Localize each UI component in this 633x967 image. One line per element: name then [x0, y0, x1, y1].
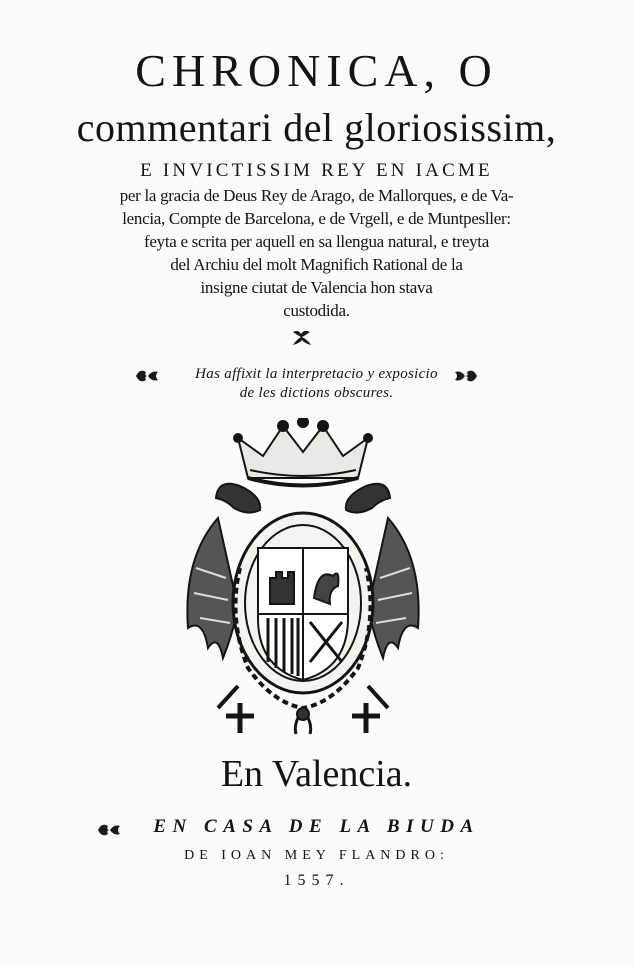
title-line-1: CHRONICA, O: [135, 45, 498, 96]
title-line-2: commentari del gloriosissim,: [76, 105, 557, 150]
place-of-publication: En Valencia.: [220, 753, 413, 795]
body-line: lencia, Compte de Barcelona, e de Vrgell, e de Muntpesller:: [122, 209, 511, 228]
body-line: insigne ciutat de Valencia hon stava: [200, 278, 433, 297]
body-line: custodida.: [283, 301, 350, 320]
addendum-line-1: Has affixit la interpretacio y exposicio: [195, 366, 438, 382]
imprint-line-1: EN CASA DE LA BIUDA: [153, 816, 480, 837]
body-line: feyta e scrita per aquell en sa llengua natural, e treyta: [144, 232, 489, 251]
body-line: per la gracia de Deus Rey de Arago, de Mallorques, e de Va-: [119, 186, 514, 205]
imprint-line-2: DE IOAN MEY FLANDRO:: [184, 848, 449, 863]
addendum-line-2: de les dictions obscures.: [239, 385, 394, 401]
fleuron-icon: [290, 328, 314, 348]
imprint-year: 1557.: [283, 872, 350, 889]
title-line-3: E INVICTISSIM REY EN IACME: [140, 160, 493, 181]
royal-coat-of-arms-icon: [178, 418, 428, 736]
body-line: del Archiu del molt Magnifich Rational de la: [170, 255, 463, 274]
fleuron-icon: [453, 366, 479, 386]
